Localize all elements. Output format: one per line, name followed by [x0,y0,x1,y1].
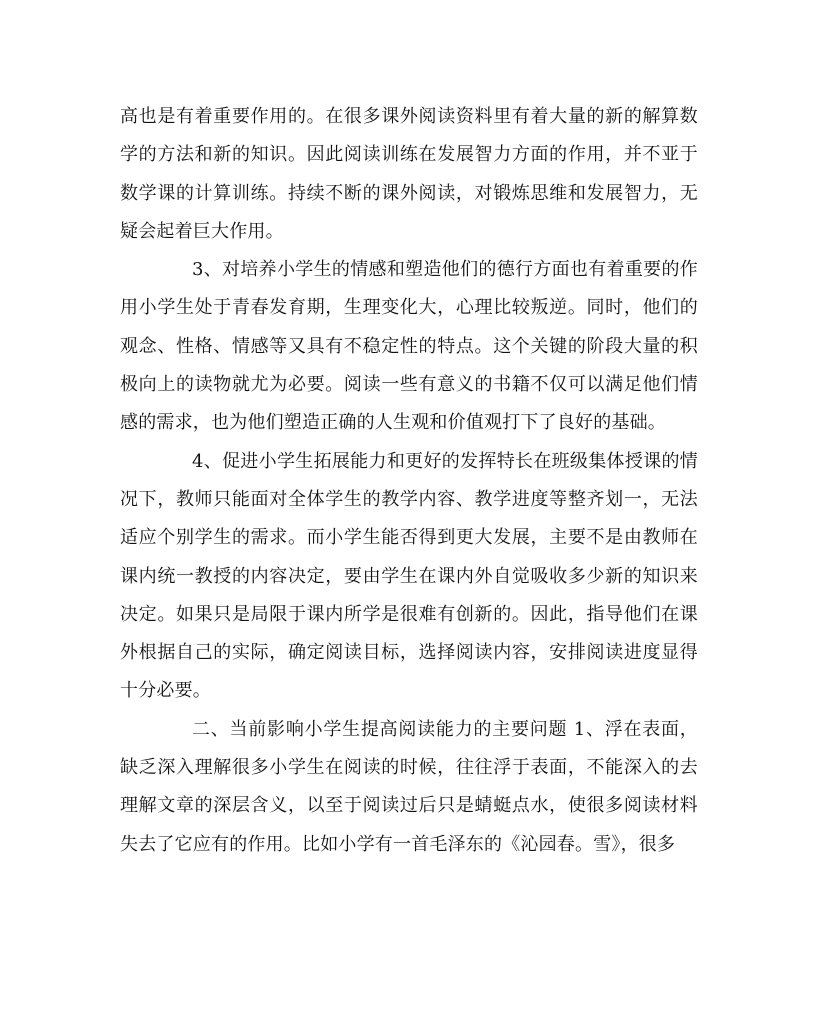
paragraph-section-2: 二、当前影响小学生提高阅读能力的主要问题 1、浮在表面，缺乏深入理解很多小学生在阅读的时候，往往浮于表面，不能深入的去理解文章的深层含义，以至于阅读过后只是蜻蜓点水，使很多阅读材料失去了它应有的作用。比如小学有一首毛泽东的《沁园春。雪》，很多 [120,718,698,855]
paragraph-continuation: 高也是有着重要作用的。在很多课外阅读资料里有着大量的新的解算数学的方法和新的知识。因此阅读训练在发展智力方面的作用，并不亚于数学课的计算训练。持续不断的课外阅读，对锻炼思维和发展智力，无疑会起着巨大作用。 [120,106,698,242]
paragraph-point-4: 4、促进小学生拓展能力和更好的发挥特长在班级集体授课的情况下，教师只能面对全体学生的教学内容、教学进度等整齐划一，无法适应个别学生的需求。而小学生能否得到更大发展，主要不是由教师在课内统一教授的内容决定，要由学生在课内外自觉吸收多少新的知识来决定。如果只是局限于课内所学是很难有创新的。因此，指导他们在课外根据自己的实际，确定阅读目标，选择阅读内容，安排阅读进度显得十分必要。 [120,450,698,702]
paragraph-point-3: 3、对培养小学生的情感和塑造他们的德行方面也有着重要的作用小学生处于青春发育期，生理变化大，心理比较叛逆。同时，他们的观念、性格、情感等又具有不稳定性的特点。这个关键的阶段大量的积极向上的读物就尤为必要。阅读一些有意义的书籍不仅可以满足他们情感的需求，也为他们塑造正确的人生观和价值观打下了良好的基础。 [120,259,698,434]
body-text [120,98,698,864]
